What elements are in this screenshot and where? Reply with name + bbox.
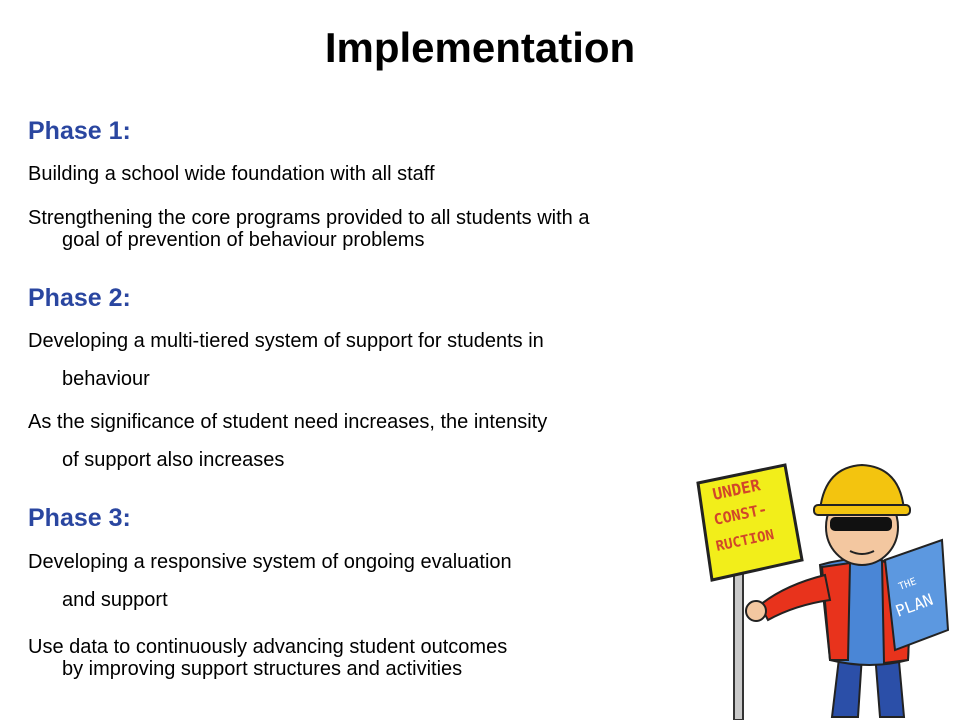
sign-text-3: RUCTION (714, 526, 776, 555)
sign-text-1: UNDER (710, 475, 762, 504)
left-hand (746, 601, 766, 621)
phase-3-item-1-line1: Developing a responsive system of ongoing evaluation (28, 551, 512, 573)
phase-3-heading: Phase 3: (28, 504, 131, 532)
sign-text-2: CONST- (712, 500, 769, 529)
phase-2-item-1-line1: Developing a multi-tiered system of support for students in (28, 330, 544, 352)
sign-post (734, 560, 743, 720)
phase-2-item-2 (28, 411, 728, 471)
sunglasses (830, 517, 892, 531)
phase-1-item-2-line2: goal of prevention of behaviour problems (62, 229, 425, 251)
phase-1-heading: Phase 1: (28, 117, 131, 145)
phase-3-item-2-line1: Use data to continuously advancing student outcomes (28, 636, 508, 658)
phase-2-item-1-line2: behaviour (62, 368, 150, 390)
plan-text-2: PLAN (892, 589, 936, 621)
hard-hat (820, 465, 904, 510)
phase-2-item-2-line2: of support also increases (62, 449, 285, 471)
phase-2-item-1 (28, 330, 728, 390)
plan-text-1: THE (897, 576, 918, 593)
phase-2-heading: Phase 2: (28, 284, 131, 312)
phase-3-item-2-line2: by improving support structures and activities (62, 658, 463, 680)
phase-2-item-2-line1: As the significance of student need increases, the intensity (28, 411, 548, 433)
phase-1-item-1 (28, 163, 435, 185)
under-construction-clipart (690, 455, 950, 720)
phase-1-item-2-line1: Strengthening the core programs provided to all students with a (28, 207, 590, 229)
left-arm (760, 575, 830, 620)
phase-1-item-1-text: Building a school wide foundation with all staff (28, 163, 435, 185)
phase-3-item-2 (28, 636, 688, 680)
phase-3-item-1 (28, 551, 688, 611)
phase-3-item-1-line2: and support (62, 589, 168, 611)
hard-hat-brim (814, 505, 910, 515)
phase-1-item-2 (28, 207, 798, 251)
slide-title: Implementation (324, 24, 636, 71)
